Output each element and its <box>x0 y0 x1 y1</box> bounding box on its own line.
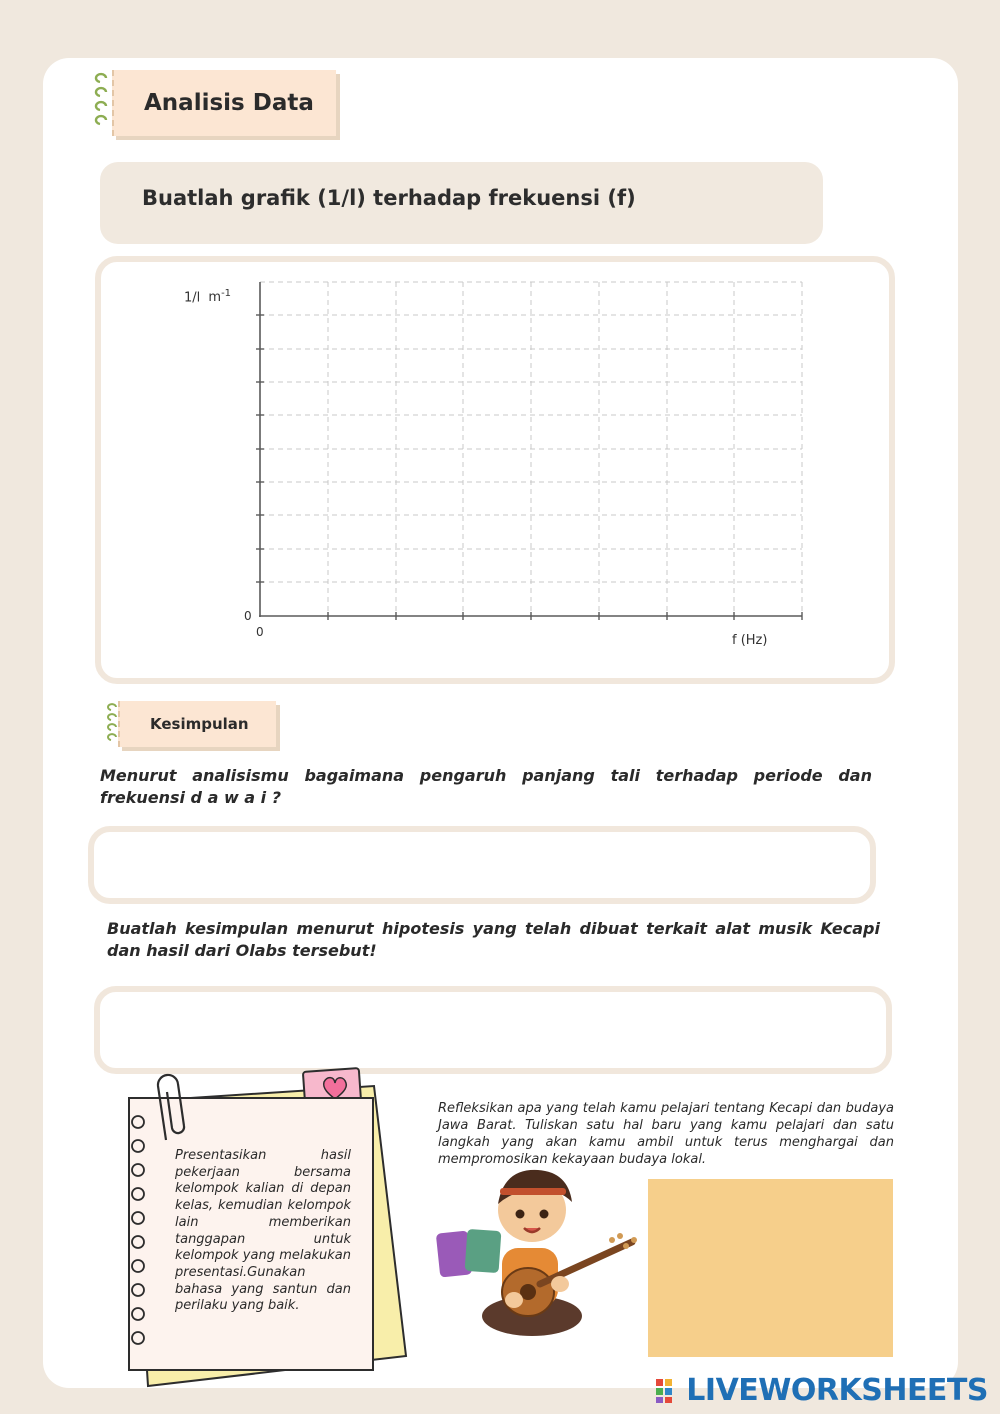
answer-field-1[interactable] <box>88 826 876 904</box>
conclusion-title: Kesimpulan <box>150 715 249 733</box>
question-2: Buatlah kesimpulan menurut hipotesis yang telah dibuat terkait alat musik Kecapi dan hasil dari Olabs tersebut! <box>107 919 880 960</box>
conclusion-title-tab <box>118 701 276 747</box>
x-axis-label: f (Hz) <box>732 633 768 648</box>
liveworksheets-brand <box>656 1373 988 1408</box>
reflection-answer-box[interactable] <box>648 1179 893 1357</box>
answer-field-2[interactable] <box>94 986 892 1074</box>
spiral-binding-icon <box>104 702 122 746</box>
y-axis-origin: 0 <box>244 609 252 623</box>
presentation-instruction: Presentasikan hasil pekerjaan bersama kelompok kalian di depan kelas, kemudian kelompok lain memberikan tanggapan untuk kelompok yang melakukan presentasi.Gunakan bahasa yang santun dan perilaku yang baik. <box>175 1148 351 1314</box>
section-title: Analisis Data <box>144 90 314 116</box>
x-axis-origin: 0 <box>256 625 264 639</box>
y-axis-unit-exponent: -1 <box>221 288 232 299</box>
section-title-tab <box>112 70 336 136</box>
reflection-prompt: Refleksikan apa yang telah kamu pelajari tentang Kecapi dan budaya Jawa Barat. Tuliskan satu hal baru yang kamu pelajari dan satu langkah yang akan kamu ambil untuk terus menghargai dan mempromosikan kekayaan budaya lokal. <box>438 1101 894 1167</box>
liveworksheets-logo-icon <box>656 1379 682 1403</box>
instruction-text: Buatlah grafik (1/l) terhadap frekuensi (f) <box>142 186 636 210</box>
y-axis-unit: m <box>208 290 222 306</box>
instruction-banner <box>100 162 823 244</box>
spiral-binding-icon <box>92 72 114 134</box>
kecapi-player-illustration <box>436 1166 642 1346</box>
question-1: Menurut analisismu bagaimana pengaruh panjang tali terhadap periode dan frekuensi d a w a i ? <box>100 766 872 807</box>
empty-graph-grid[interactable] <box>170 270 830 660</box>
brand-name: LIVEWORKSHEETS <box>686 1373 988 1408</box>
y-axis-label <box>184 288 231 305</box>
y-axis-quantity: 1/l <box>184 290 201 306</box>
